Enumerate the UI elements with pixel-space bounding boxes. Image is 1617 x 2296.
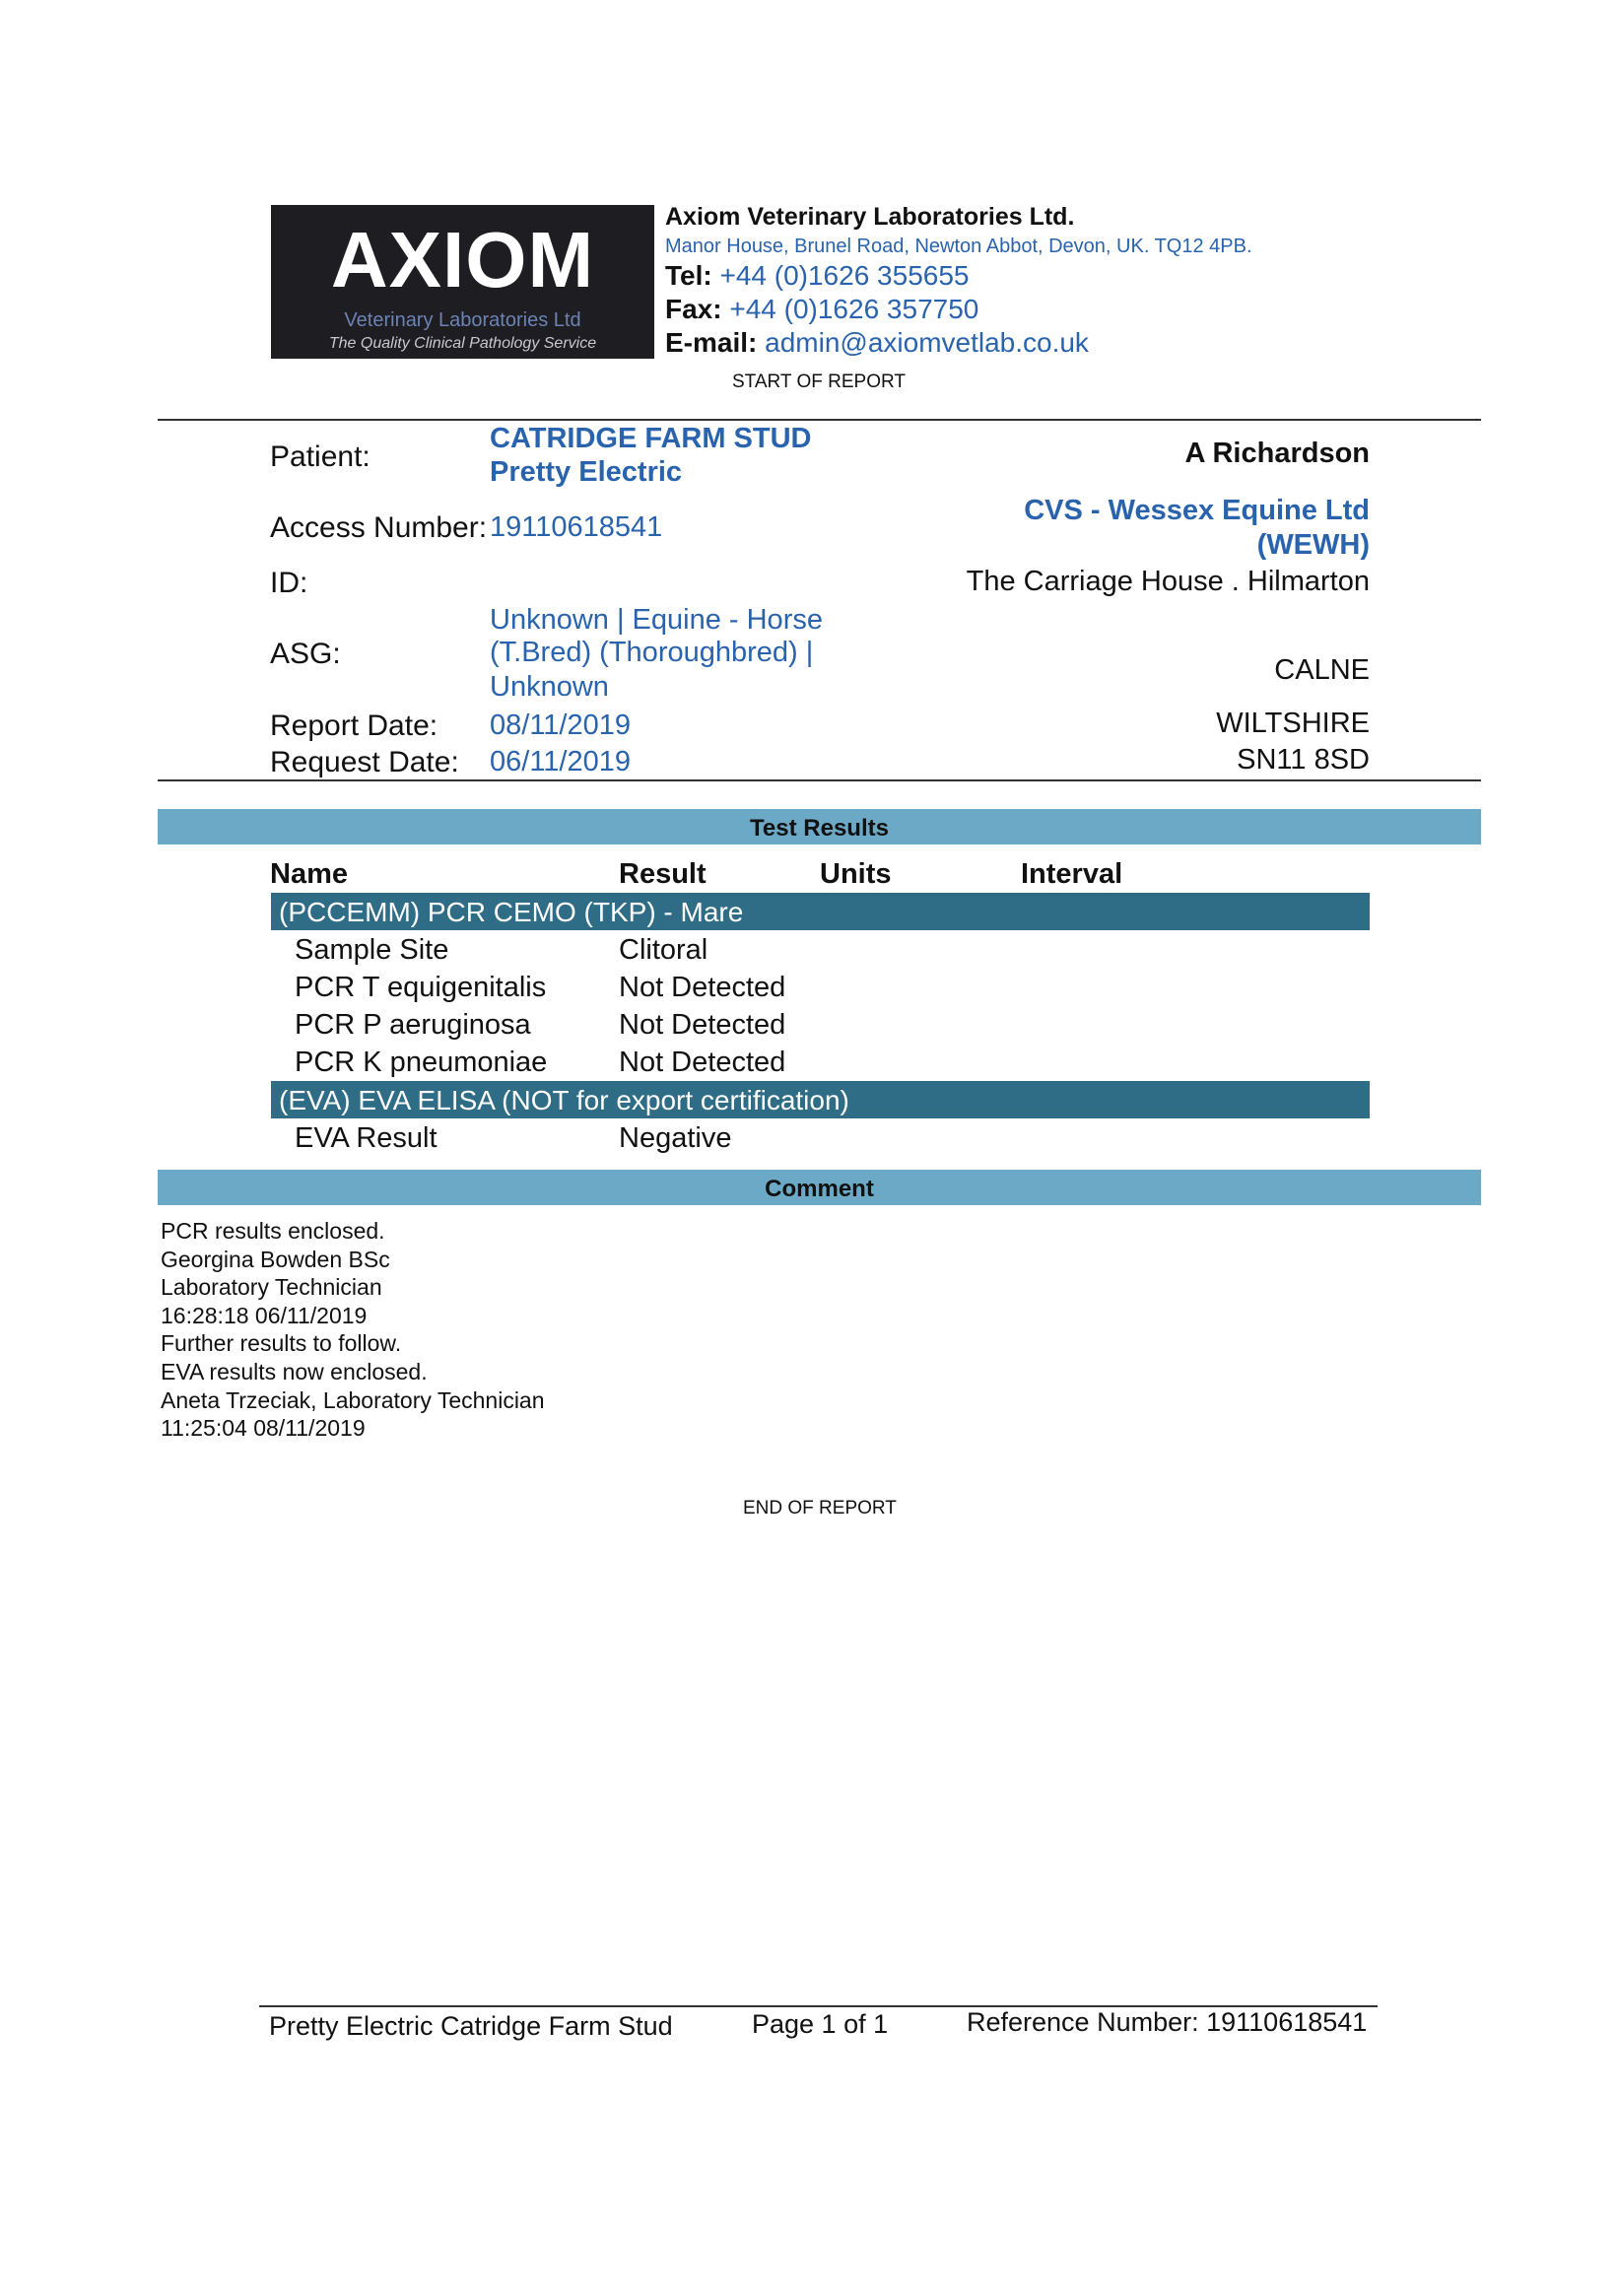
tel-number: +44 (0)1626 355655 (719, 260, 970, 291)
comment-line: 16:28:18 06/11/2019 (161, 1302, 368, 1328)
asg-line-1: Unknown | Equine - Horse (490, 604, 823, 636)
client-block (967, 438, 1370, 600)
test-name: Sample Site (295, 934, 449, 966)
fax-number: +44 (0)1626 357750 (729, 294, 979, 324)
id-label: ID: (270, 567, 308, 599)
comment-line: Further results to follow. (161, 1330, 402, 1357)
start-of-report: START OF REPORT (732, 371, 906, 392)
test-result: Not Detected (619, 1009, 786, 1041)
col-units-header: Units (820, 858, 892, 890)
test-name: EVA Result (295, 1122, 438, 1154)
test-section-title: (PCCEMM) PCR CEMO (TKP) - Mare (279, 897, 744, 927)
col-interval-header: Interval (1021, 858, 1123, 890)
comment-body (161, 1217, 545, 1443)
access-number: 19110618541 (490, 511, 663, 543)
email-address[interactable]: admin@axiomvetlab.co.uk (765, 327, 1089, 358)
tel-label: Tel: (665, 260, 712, 291)
test-name: PCR P aeruginosa (295, 1009, 531, 1041)
asg-line-3: Unknown (490, 671, 609, 703)
test-section-title: (EVA) EVA ELISA (NOT for export certification) (279, 1085, 849, 1115)
comment-line: PCR results enclosed. (161, 1218, 385, 1244)
end-of-report: END OF REPORT (743, 1498, 897, 1519)
test-result: Not Detected (619, 1047, 786, 1078)
test-result: Clitoral (619, 934, 708, 966)
patient-name: Pretty Electric (490, 456, 683, 488)
comment-line: Laboratory Technician (161, 1274, 382, 1301)
test-section-header (271, 1081, 1370, 1118)
test-results-title: Test Results (750, 815, 889, 842)
comment-line: Aneta Trzeciak, Laboratory Technician (161, 1386, 545, 1413)
lab-fax (665, 294, 978, 325)
comment-title: Comment (765, 1176, 874, 1202)
vet-name: A Richardson (1184, 438, 1370, 469)
lab-address: Manor House, Brunel Road, Newton Abbot, Devon, UK. TQ12 4PB. (665, 236, 1252, 257)
footer-page-number: Page 1 of 1 (752, 2009, 889, 2039)
practice-name: CVS - Wessex Equine Ltd (1024, 495, 1370, 526)
comment-line: 11:25:04 08/11/2019 (161, 1415, 366, 1442)
test-name: PCR T equigenitalis (295, 972, 547, 1003)
report-date-label: Report Date: (270, 709, 438, 742)
comment-band (158, 1170, 1481, 1205)
report-date: 08/11/2019 (490, 709, 631, 741)
comment-line: EVA results now enclosed. (161, 1358, 428, 1384)
lab-tel (665, 260, 969, 292)
client-town: CALNE (1274, 654, 1370, 686)
divider-mid (158, 779, 1481, 781)
patient-owner: CATRIDGE FARM STUD (490, 423, 812, 454)
test-results-band (158, 809, 1481, 844)
logo-subtitle: Veterinary Laboratories Ltd (344, 309, 581, 331)
lab-name: Axiom Veterinary Laboratories Ltd. (665, 203, 1075, 231)
client-address-1: The Carriage House . Hilmarton (966, 566, 1370, 597)
test-result: Not Detected (619, 972, 786, 1003)
test-name: PCR K pneumoniae (295, 1047, 548, 1078)
lab-email (665, 327, 1089, 359)
asg-line-2: (T.Bred) (Thoroughbred) | (490, 637, 814, 668)
lab-logo (271, 205, 654, 359)
practice-code: (WEWH) (1256, 529, 1370, 561)
email-label: E-mail: (665, 327, 758, 358)
logo-wordmark: AXIOM (330, 216, 595, 304)
test-section-header (271, 893, 1370, 930)
asg-label: ASG: (270, 638, 341, 670)
reference-number: 19110618541 (1206, 2007, 1368, 2037)
logo-tagline: The Quality Clinical Pathology Service (328, 335, 597, 352)
divider-top (158, 419, 1481, 421)
request-date: 06/11/2019 (490, 746, 631, 777)
footer-reference (967, 2007, 1367, 2038)
footer-patient: Pretty Electric Catridge Farm Stud (269, 2011, 673, 2041)
request-date-label: Request Date: (270, 746, 459, 778)
col-result-header: Result (619, 858, 707, 890)
access-number-label: Access Number: (270, 511, 488, 544)
client-postcode: SN11 8SD (1237, 744, 1370, 776)
reference-label: Reference Number: (967, 2007, 1199, 2037)
patient-label: Patient: (270, 440, 371, 473)
fax-label: Fax: (665, 294, 722, 324)
col-name-header: Name (270, 858, 348, 890)
comment-line: Georgina Bowden BSc (161, 1246, 390, 1272)
client-county: WILTSHIRE (1216, 708, 1370, 739)
test-result: Negative (619, 1122, 732, 1154)
